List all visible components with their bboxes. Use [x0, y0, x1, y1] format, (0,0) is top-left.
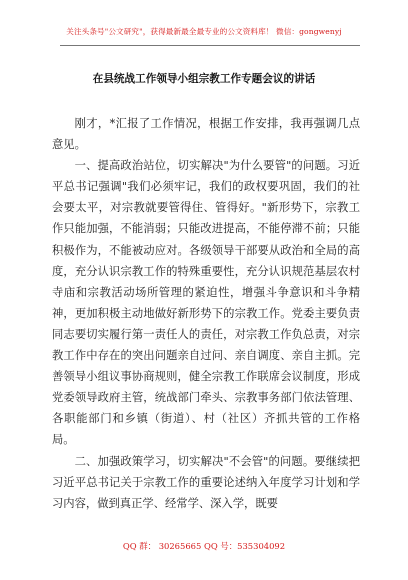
document-title: 在县统战工作领导小组宗教工作专题会议的讲话	[92, 73, 316, 85]
document-body	[52, 113, 360, 514]
header-promo-note: 关注头条号"公文研究"，获得最新最全最专业的公文资料库！ 微信：gongwenyj	[66, 27, 342, 36]
paragraph-section-1: 一、提高政治站位，切实解决"为什么要管"的问题。习近平总书记强调"我们必须牢记，我们的政权要巩固，我们的社会要太平，对宗教就要管得住、管得好。"新形势下，宗教工作只能加强，不能消弱；只能改进提高，不能停滞不前；只能积极作为，不能被动应对。各级领导干部要从政治和全局的高度，充分认识宗教工作的特殊重要性，充分认识规范基层农村寺庙和宗教活动场所管理的紧迫性，增强斗争意识和斗争精神，更加积极主动地做好新形势下的宗教工作。党委主要负责同志要切实履行第一责任人的责任，对宗教工作负总责，对宗教工作中存在的突出问题亲自过问、亲自调度、亲自主抓。完善领导小组议事协商规则，健全宗教工作联席会议制度，形成党委领导政府主管，统战部门牵头、宗教事务部门依法管理、各职能部门和乡镇（街道）、村（社区）齐抓共管的工作格局。	[52, 159, 360, 447]
paragraph-intro: 刚才，*汇报了工作情况，根据工作安排，我再强调几点意见。	[52, 117, 360, 152]
header-divider	[60, 45, 360, 46]
paragraph-section-2: 二、加强政策学习，切实解决"不会管"的问题。要继续把习近平总书记关于宗教工作的重要论述纳入年度学习计划和学习内容，做到真正学、经常学、深入学，既要	[52, 454, 360, 510]
footer-contact-note: QQ 群： 30265665 QQ 号：535304092	[122, 541, 286, 551]
